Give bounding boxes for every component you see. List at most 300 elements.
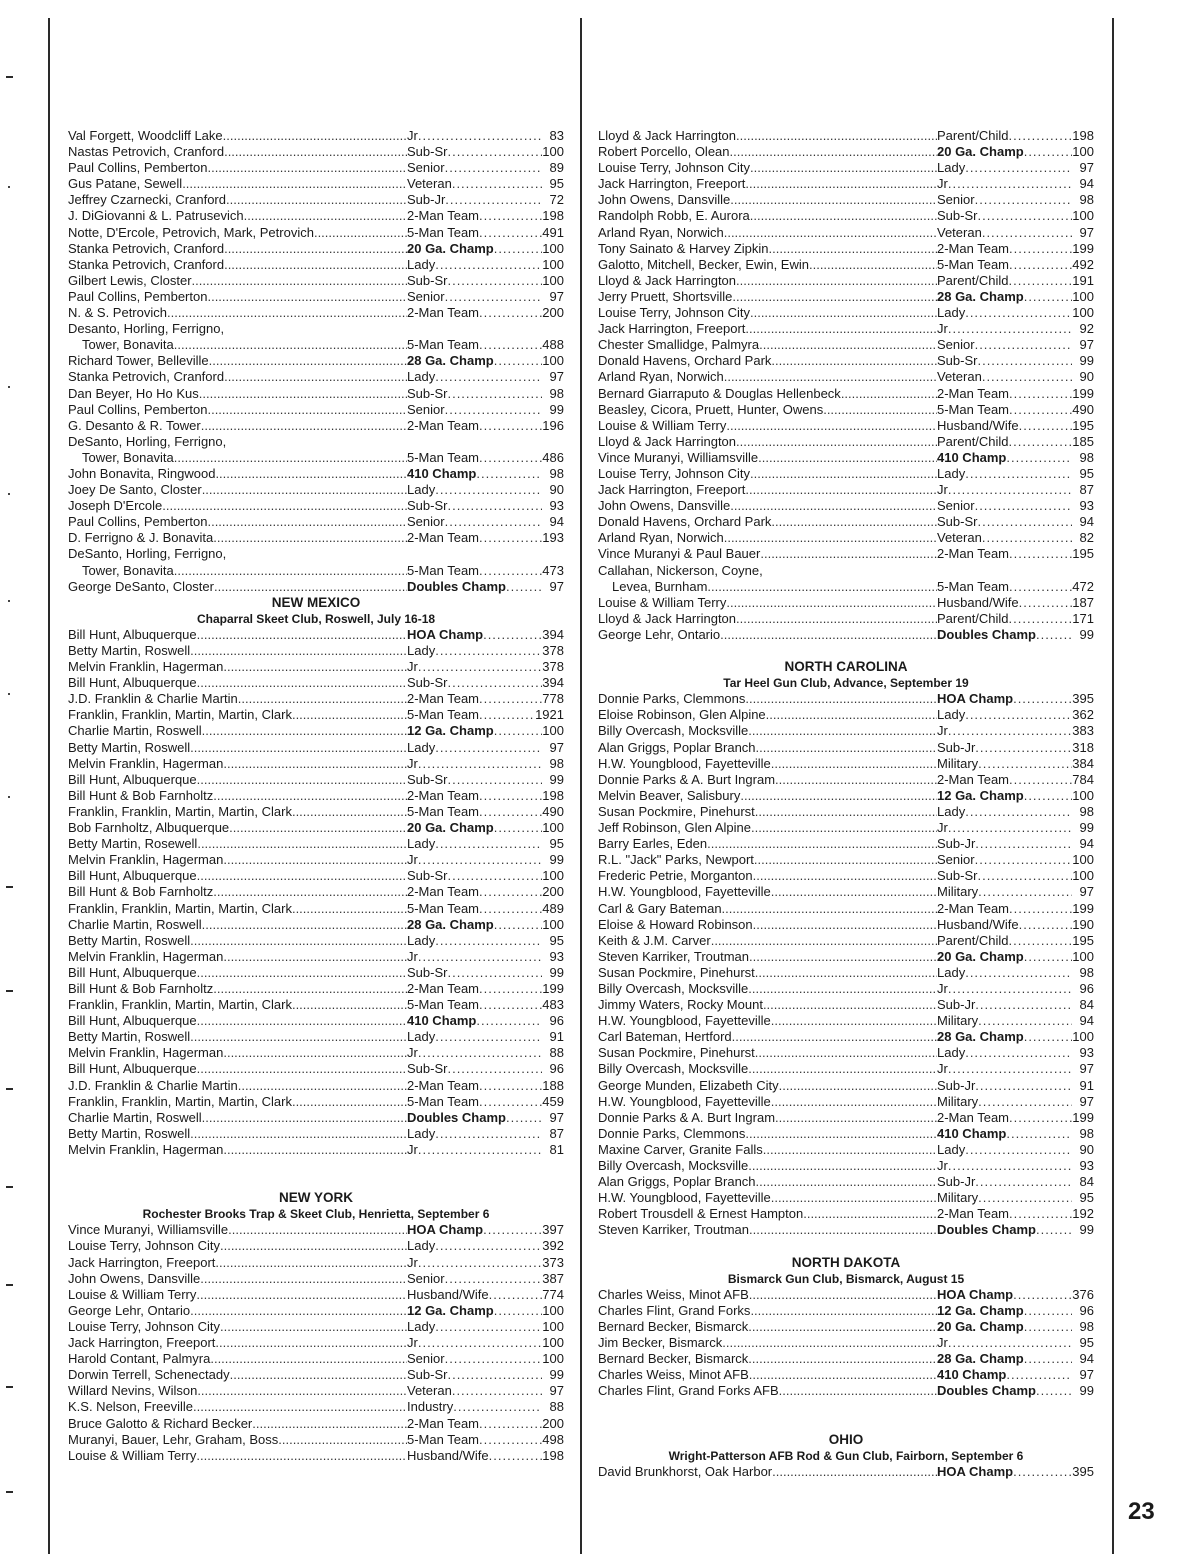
shooter-cell — [598, 450, 937, 466]
event-category: Lady — [937, 803, 966, 819]
dot-leader — [418, 128, 542, 144]
event-category: 410 Champ — [937, 1367, 1007, 1383]
result-row — [598, 305, 1094, 321]
result-row — [598, 418, 1094, 434]
shooter-name: J. DiGiovanni & L. Patrusevich — [68, 208, 244, 224]
dot-leader — [190, 1303, 407, 1319]
result-row — [598, 627, 1094, 643]
shooter-cell — [598, 1094, 937, 1110]
event-category: HOA Champ — [407, 1222, 484, 1238]
event-category: Jr — [937, 321, 948, 337]
score-value: 199 — [1072, 385, 1094, 401]
shooter-name: Alan Griggs, Poplar Branch — [598, 1174, 756, 1190]
shooter-name: Paul Collins, Pemberton — [68, 401, 208, 417]
dot-leader — [479, 337, 542, 353]
dot-leader — [1009, 257, 1072, 273]
dot-leader — [722, 1335, 937, 1351]
score-value: 96 — [1079, 980, 1094, 996]
score-value: 99 — [549, 771, 564, 787]
dot-leader — [977, 353, 1072, 369]
shooter-name: Charlie Martin, Roswell — [68, 723, 202, 739]
result-row — [68, 707, 564, 723]
score-value: 84 — [1079, 997, 1094, 1013]
shooter-name: Billy Overcash, Mocksville — [598, 723, 749, 739]
event-category: Sub-Jr — [937, 836, 976, 852]
shooter-cell — [68, 740, 407, 756]
result-row — [598, 1045, 1094, 1061]
shooter-cell — [598, 579, 937, 595]
category-cell — [407, 530, 564, 546]
category-cell — [937, 868, 1094, 884]
event-category: Parent/Child — [937, 433, 1009, 449]
shooter-cell — [598, 1013, 937, 1029]
category-cell — [407, 579, 564, 595]
dot-leader — [418, 1045, 542, 1061]
category-cell — [407, 1351, 564, 1367]
dot-leader — [771, 884, 937, 900]
event-category: Sub-Jr — [937, 1174, 976, 1190]
shooter-name: Charlie Martin, Roswell — [68, 916, 202, 932]
category-cell — [407, 160, 564, 176]
dot-leader — [224, 241, 407, 257]
result-row — [598, 901, 1094, 917]
event-category: Sub-Sr — [407, 1367, 448, 1383]
shooter-cell — [598, 1335, 937, 1351]
result-row — [68, 579, 564, 595]
score-value: 193 — [542, 530, 564, 546]
state-heading: OHIO — [828, 1431, 864, 1447]
score-value: 95 — [1079, 1190, 1094, 1206]
shooter-name: Charles Weiss, Minot AFB — [598, 1286, 749, 1302]
category-cell — [407, 740, 564, 756]
shooter-cell — [598, 128, 937, 144]
event-category: Parent/Child — [937, 128, 1009, 143]
result-row — [68, 884, 564, 900]
event-category: Veteran — [937, 224, 982, 240]
event-category: Jr — [407, 755, 418, 771]
dot-leader — [775, 1110, 937, 1126]
category-cell — [937, 595, 1094, 611]
binding-mark — [6, 1186, 13, 1188]
shooter-name: Charles Weiss, Minot AFB — [598, 1367, 749, 1383]
shooter-cell — [68, 965, 407, 981]
shooter-cell — [598, 756, 937, 772]
shooter-name: Jack Harrington, Freeport — [598, 321, 746, 337]
event-category: Veteran — [407, 176, 452, 192]
binding-dot — [8, 600, 10, 602]
category-cell — [407, 884, 564, 900]
dot-leader — [479, 530, 542, 546]
category-cell — [937, 740, 1094, 756]
score-value: 489 — [542, 900, 564, 916]
dot-leader — [965, 1045, 1072, 1061]
dot-leader — [447, 965, 542, 981]
dot-leader — [226, 192, 407, 208]
score-value: 397 — [542, 1222, 564, 1238]
score-value: 378 — [542, 659, 564, 675]
result-row — [598, 369, 1094, 385]
section-spacer — [598, 1416, 1094, 1432]
category-cell — [937, 933, 1094, 949]
event-category: Sub-Sr — [407, 144, 448, 160]
dot-leader — [197, 772, 407, 788]
category-cell — [407, 1335, 564, 1351]
result-row — [68, 627, 564, 643]
category-cell — [407, 482, 564, 498]
event-category: Sub-Jr — [937, 739, 976, 755]
category-cell — [937, 1222, 1094, 1238]
result-row — [598, 192, 1094, 208]
dot-leader — [445, 160, 542, 176]
dot-leader — [435, 482, 542, 498]
dot-leader — [763, 1142, 937, 1158]
dot-leader — [975, 1174, 1072, 1190]
dot-leader — [1009, 273, 1072, 289]
event-category: Lady — [407, 1125, 436, 1141]
dot-leader — [978, 884, 1072, 900]
event-category: 2-Man Team — [407, 691, 480, 707]
dot-leader — [730, 192, 937, 208]
section-spacer — [598, 1399, 1094, 1415]
dot-leader — [190, 933, 407, 949]
shooter-cell — [68, 208, 407, 224]
event-category: Military — [937, 1013, 979, 1029]
category-cell — [937, 208, 1094, 224]
dot-leader — [213, 788, 407, 804]
category-cell — [937, 579, 1094, 595]
shooter-name: Louise & William Terry — [68, 1447, 197, 1463]
shooter-cell — [598, 1303, 937, 1319]
event-category: Doubles Champ — [937, 1383, 1036, 1399]
event-category: 2-Man Team — [937, 771, 1010, 787]
score-value: 97 — [549, 1109, 564, 1125]
dot-leader — [977, 514, 1072, 530]
dot-leader — [965, 466, 1072, 482]
category-cell — [407, 402, 564, 418]
dot-leader — [1009, 901, 1072, 917]
shooter-cell — [598, 836, 937, 852]
club-event-subheading: Wright-Patterson AFB Rod & Gun Club, Fairborn, September 6 — [668, 1448, 1024, 1463]
shooter-cell — [68, 450, 407, 466]
dot-leader — [748, 1319, 937, 1335]
shooter-cell — [68, 144, 407, 160]
dot-leader — [755, 1045, 937, 1061]
dot-leader — [982, 530, 1072, 546]
score-value: 97 — [549, 739, 564, 755]
shooter-cell — [598, 627, 937, 643]
event-category: 2-Man Team — [937, 240, 1010, 256]
left-results-column — [68, 128, 564, 1464]
score-value: 99 — [549, 1367, 564, 1383]
score-value: 100 — [1072, 208, 1094, 224]
category-cell — [407, 1078, 564, 1094]
event-category: 28 Ga. Champ — [937, 1029, 1024, 1045]
category-cell — [407, 1255, 564, 1271]
category-cell — [937, 176, 1094, 192]
shooter-name: Bernard Giarraputo & Douglas Hellenbeck — [598, 385, 841, 401]
result-row — [68, 917, 564, 933]
category-cell — [407, 563, 564, 579]
dot-leader — [447, 273, 542, 289]
shooter-cell — [598, 434, 937, 450]
event-category: Lady — [937, 964, 966, 980]
category-cell — [937, 901, 1094, 917]
shooter-cell — [598, 482, 937, 498]
shooter-cell — [68, 369, 407, 385]
category-cell — [937, 1335, 1094, 1351]
dot-leader — [494, 820, 542, 836]
event-category: 20 Ga. Champ — [407, 820, 494, 836]
shooter-name: Arland Ryan, Norwich — [598, 530, 724, 546]
dot-leader — [445, 402, 542, 418]
dot-leader — [965, 160, 1072, 176]
category-cell — [937, 337, 1094, 353]
result-row — [68, 643, 564, 659]
shooter-cell — [598, 1206, 937, 1222]
event-category: Senior — [407, 1351, 445, 1367]
result-row — [598, 1110, 1094, 1126]
score-value: 91 — [549, 1029, 564, 1045]
dot-leader — [418, 659, 542, 675]
score-value: 97 — [1079, 1093, 1094, 1109]
score-value: 472 — [1072, 578, 1094, 594]
shooter-cell — [68, 498, 407, 514]
event-category: Doubles Champ — [407, 1109, 506, 1125]
score-value: 99 — [549, 964, 564, 980]
dot-leader — [724, 530, 937, 546]
dot-leader — [948, 482, 1072, 498]
category-cell — [937, 1287, 1094, 1303]
dot-leader — [447, 498, 542, 514]
shooter-cell — [68, 836, 407, 852]
shooter-name: Frederic Petrie, Morganton — [598, 868, 753, 884]
dot-leader — [736, 611, 937, 627]
section-spacer — [598, 1238, 1094, 1254]
dot-leader — [453, 1399, 542, 1415]
shooter-name: G. Desanto & R. Tower — [68, 417, 201, 433]
category-cell — [407, 691, 564, 707]
dot-leader — [1009, 611, 1072, 627]
shooter-name: Barry Earles, Eden — [598, 836, 708, 852]
category-cell — [407, 1448, 564, 1464]
event-category: Senior — [407, 288, 445, 304]
dot-leader — [435, 369, 542, 385]
shooter-name: George Lehr, Ontario — [68, 1302, 191, 1318]
shooter-name: Tower, Bonavita — [82, 562, 174, 578]
dot-leader — [452, 1383, 542, 1399]
dot-leader — [192, 273, 407, 289]
dot-leader — [197, 868, 407, 884]
category-cell — [937, 707, 1094, 723]
event-category: Sub-Sr — [407, 964, 448, 980]
dot-leader — [948, 981, 1072, 997]
dot-leader — [238, 1078, 407, 1094]
shooter-name: Vince Muranyi, Williamsville — [68, 1222, 229, 1238]
score-value: 95 — [549, 836, 564, 852]
shooter-cell — [598, 353, 937, 369]
event-category: Senior — [407, 160, 445, 176]
score-value: 98 — [1079, 803, 1094, 819]
event-category: Jr — [937, 1061, 948, 1077]
shooter-name: Tony Sainato & Harvey Zipkin — [598, 240, 769, 256]
shooter-name: Charles Flint, Grand Forks AFB — [598, 1383, 779, 1399]
result-row — [68, 997, 564, 1013]
dot-leader — [978, 1094, 1072, 1110]
score-value: 488 — [542, 337, 564, 353]
shooter-name: Robert Porcello, Olean — [598, 144, 730, 160]
result-row — [68, 901, 564, 917]
dot-leader — [494, 353, 542, 369]
score-value: 188 — [542, 1077, 564, 1093]
category-cell — [407, 852, 564, 868]
event-category: Husband/Wife — [407, 1286, 489, 1302]
score-value: 100 — [542, 868, 564, 884]
result-row — [68, 659, 564, 675]
event-category: Husband/Wife — [937, 417, 1019, 433]
result-row — [68, 305, 564, 321]
result-row — [68, 740, 564, 756]
event-category: Sub-Sr — [937, 868, 978, 884]
event-category: Jr — [407, 659, 418, 675]
dot-leader — [975, 192, 1072, 208]
shooter-cell — [598, 418, 937, 434]
event-category: Doubles Champ — [407, 578, 506, 594]
event-category: Lady — [407, 1029, 436, 1045]
event-category: Veteran — [407, 1383, 452, 1399]
dot-leader — [447, 144, 542, 160]
event-category: 5-Man Team — [937, 256, 1010, 272]
result-name-continuation — [68, 434, 564, 450]
category-cell — [407, 241, 564, 257]
event-category: Jr — [937, 482, 948, 498]
shooter-name: Val Forgett, Woodcliff Lake — [68, 128, 223, 143]
dot-leader — [193, 1399, 407, 1415]
result-row — [598, 1029, 1094, 1045]
result-row — [68, 691, 564, 707]
score-value: 100 — [1072, 305, 1094, 321]
category-cell — [407, 917, 564, 933]
shooter-names: DeSanto, Horling, Ferrigno, — [68, 546, 227, 562]
shooter-cell — [598, 1045, 937, 1061]
event-category: HOA Champ — [937, 1286, 1014, 1302]
shooter-name: Melvin Franklin, Hagerman — [68, 852, 224, 868]
event-category: Sub-Sr — [407, 868, 448, 884]
dot-leader — [823, 402, 937, 418]
result-row — [598, 1094, 1094, 1110]
dot-leader — [162, 498, 407, 514]
result-row — [598, 257, 1094, 273]
category-cell — [937, 1303, 1094, 1319]
score-value: 91 — [1079, 1077, 1094, 1093]
dot-leader — [223, 756, 407, 772]
dot-leader — [1019, 418, 1072, 434]
shooter-cell — [68, 627, 407, 643]
dot-leader — [220, 1238, 407, 1254]
score-value: 459 — [542, 1093, 564, 1109]
shooter-name: Susan Pockmire, Pinehurst — [598, 803, 755, 819]
category-cell — [937, 1110, 1094, 1126]
score-value: 97 — [549, 1383, 564, 1399]
dot-leader — [223, 1045, 407, 1061]
binding-mark — [6, 76, 13, 78]
event-category: 12 Ga. Champ — [407, 723, 494, 739]
dot-leader — [754, 852, 937, 868]
event-category: Husband/Wife — [937, 916, 1019, 932]
shooter-name: Melvin Beaver, Salisbury — [598, 787, 741, 803]
result-row — [68, 289, 564, 305]
event-category: Jr — [407, 852, 418, 868]
dot-leader — [722, 901, 937, 917]
score-value: 98 — [549, 465, 564, 481]
event-category: Sub-Sr — [937, 208, 978, 224]
result-row — [598, 1367, 1094, 1383]
result-row — [598, 1383, 1094, 1399]
shooter-cell — [598, 321, 937, 337]
result-row — [68, 1319, 564, 1335]
result-row — [68, 450, 564, 466]
result-row — [68, 1399, 564, 1415]
dot-leader — [506, 1110, 542, 1126]
category-cell — [407, 192, 564, 208]
result-row — [598, 546, 1094, 562]
score-value: 96 — [1079, 1302, 1094, 1318]
shooter-name: Gus Patane, Sewell — [68, 176, 183, 192]
score-value: 378 — [542, 643, 564, 658]
event-category: 2-Man Team — [407, 787, 480, 803]
shooter-cell — [598, 208, 937, 224]
shooter-name: Joseph D'Ercole — [68, 498, 163, 514]
shooter-cell — [598, 1287, 937, 1303]
score-value: 395 — [1072, 691, 1094, 707]
event-category: 20 Ga. Champ — [407, 240, 494, 256]
shooter-cell — [68, 884, 407, 900]
shooter-cell — [68, 305, 407, 321]
event-category: Sub-Jr — [407, 192, 446, 208]
result-row — [598, 997, 1094, 1013]
event-category: 2-Man Team — [937, 900, 1010, 916]
score-value: 394 — [542, 675, 564, 691]
shooter-cell — [68, 643, 407, 659]
shooter-cell — [598, 1367, 937, 1383]
event-category: 2-Man Team — [937, 385, 1010, 401]
category-cell — [407, 1432, 564, 1448]
category-cell — [407, 756, 564, 772]
shooter-name: Louise Terry, Johnson City — [598, 160, 750, 176]
score-value: 200 — [542, 1415, 564, 1431]
dot-leader — [447, 772, 542, 788]
shooter-cell — [598, 402, 937, 418]
shooter-name: H.W. Youngblood, Fayetteville — [598, 1013, 771, 1029]
shooter-cell — [68, 997, 407, 1013]
dot-leader — [479, 804, 542, 820]
score-value: 394 — [542, 626, 564, 642]
category-cell — [937, 1061, 1094, 1077]
dot-leader — [1006, 1126, 1072, 1142]
score-value: 98 — [1079, 192, 1094, 208]
event-category: 28 Ga. Champ — [407, 353, 494, 369]
shooter-cell — [68, 1255, 407, 1271]
dot-leader — [479, 418, 542, 434]
dot-leader — [948, 1061, 1072, 1077]
score-value: 774 — [542, 1286, 564, 1302]
score-value: 99 — [1079, 1383, 1094, 1399]
event-category: Senior — [937, 498, 975, 514]
score-value: 82 — [1079, 530, 1094, 546]
result-row — [68, 530, 564, 546]
dot-leader — [1024, 289, 1072, 305]
category-cell — [937, 949, 1094, 965]
club-event-subheading: Tar Heel Gun Club, Advance, September 19 — [723, 676, 969, 691]
